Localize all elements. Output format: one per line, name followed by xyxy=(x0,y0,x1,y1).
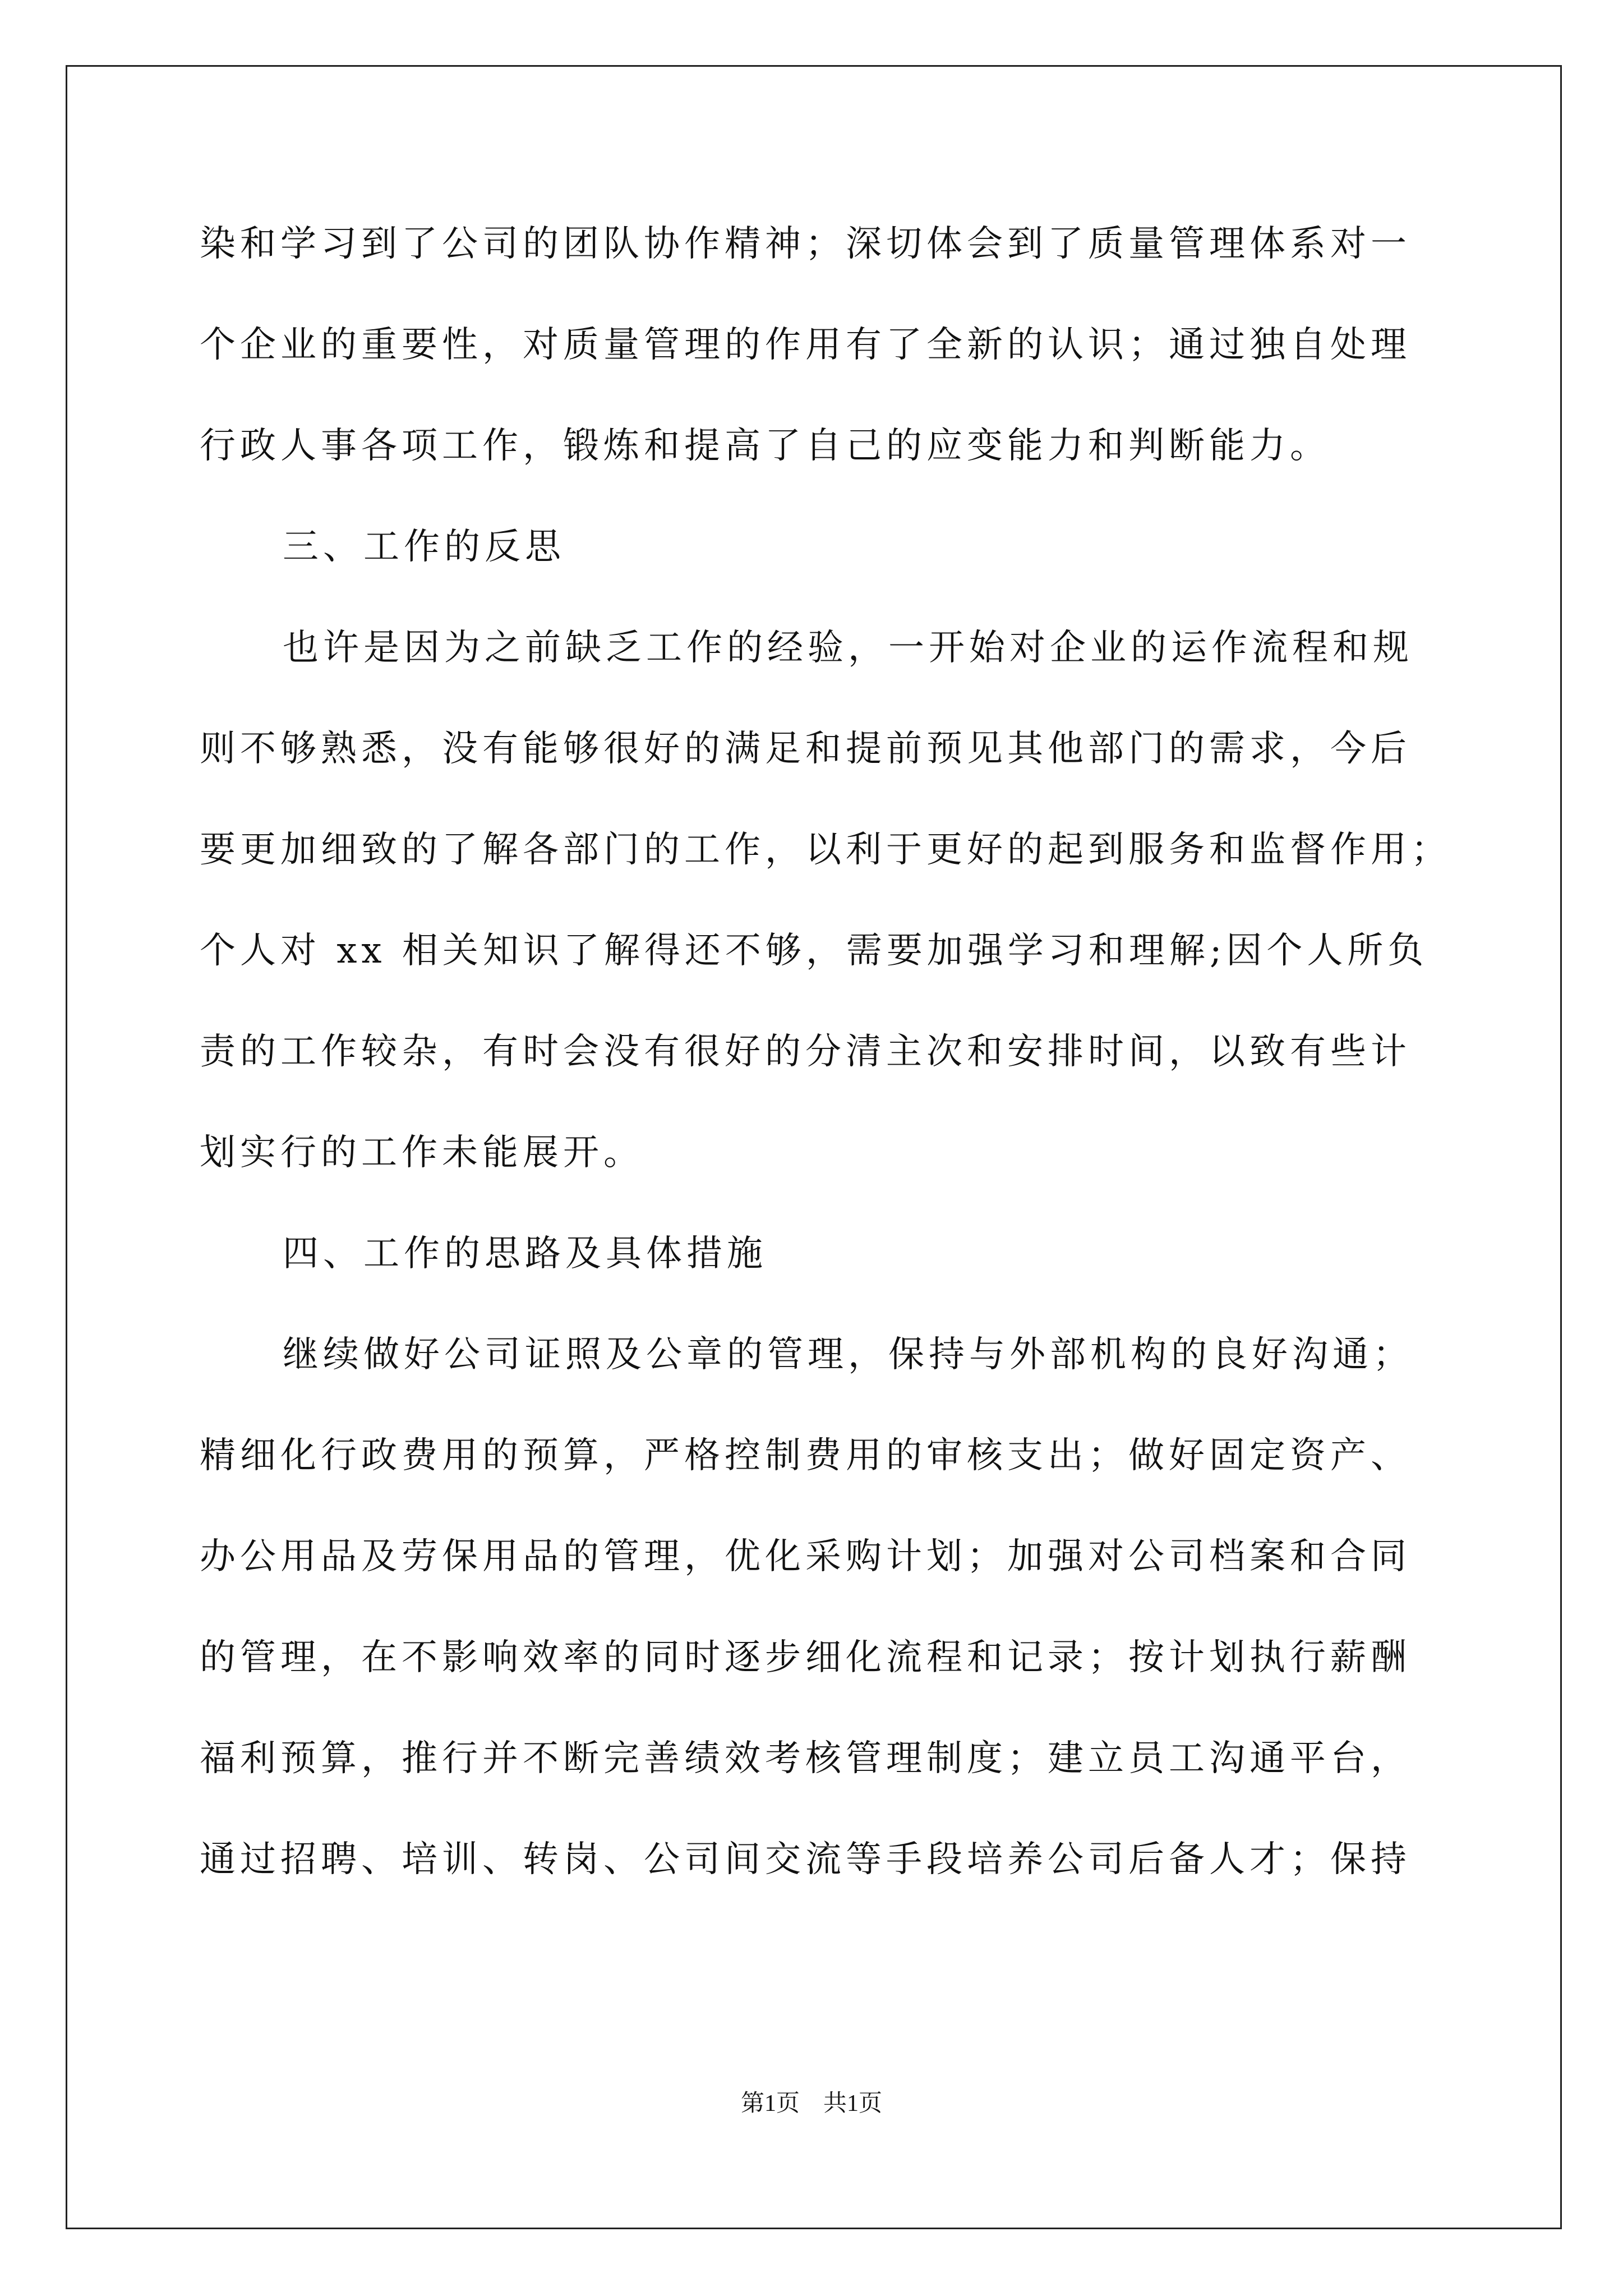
paragraph-line: 通过招聘、培训、转岗、公司间交流等手段培养公司后备人才；保持 xyxy=(200,1839,1411,1880)
paragraph-line: 行政人事各项工作，锻炼和提高了自己的应变能力和判断能力。 xyxy=(200,425,1330,467)
paragraph-line: 也许是因为之前缺乏工作的经验，一开始对企业的运作流程和规 xyxy=(283,627,1413,669)
paragraph-line: 责的工作较杂，有时会没有很好的分清主次和安排时间，以致有些计 xyxy=(200,1031,1411,1073)
paragraph-line: 的管理，在不影响效率的同时逐步细化流程和记录；按计划执行薪酬 xyxy=(200,1637,1411,1678)
paragraph-line: 个企业的重要性，对质量管理的作用有了全新的认识；通过独自处理 xyxy=(200,324,1411,366)
paragraph-line: 办公用品及劳保用品的管理，优化采购计划；加强对公司档案和合同 xyxy=(200,1536,1411,1577)
paragraph-line: 个人对 xx 相关知识了解得还不够，需要加强学习和理解;因个人所负 xyxy=(200,930,1428,972)
page-footer: 第1页 共1页 xyxy=(740,2091,882,2116)
paragraph-line: 精细化行政费用的预算，严格控制费用的审核支出；做好固定资产、 xyxy=(200,1435,1411,1476)
paragraph-line: 继续做好公司证照及公章的管理，保持与外部机构的良好沟通； xyxy=(283,1334,1413,1375)
section-heading: 四、工作的思路及具体措施 xyxy=(283,1233,767,1274)
paragraph-line: 要更加细致的了解各部门的工作，以利于更好的起到服务和监督作用； xyxy=(200,829,1451,871)
section-heading: 三、工作的反思 xyxy=(283,526,565,568)
paragraph-line: 划实行的工作未能展开。 xyxy=(200,1132,644,1174)
paragraph-line: 福利预算，推行并不断完善绩效考核管理制度；建立员工沟通平台， xyxy=(200,1738,1411,1779)
paragraph-line: 则不够熟悉，没有能够很好的满足和提前预见其他部门的需求，今后 xyxy=(200,728,1411,770)
paragraph-line: 染和学习到了公司的团队协作精神；深切体会到了质量管理体系对一 xyxy=(200,223,1411,265)
